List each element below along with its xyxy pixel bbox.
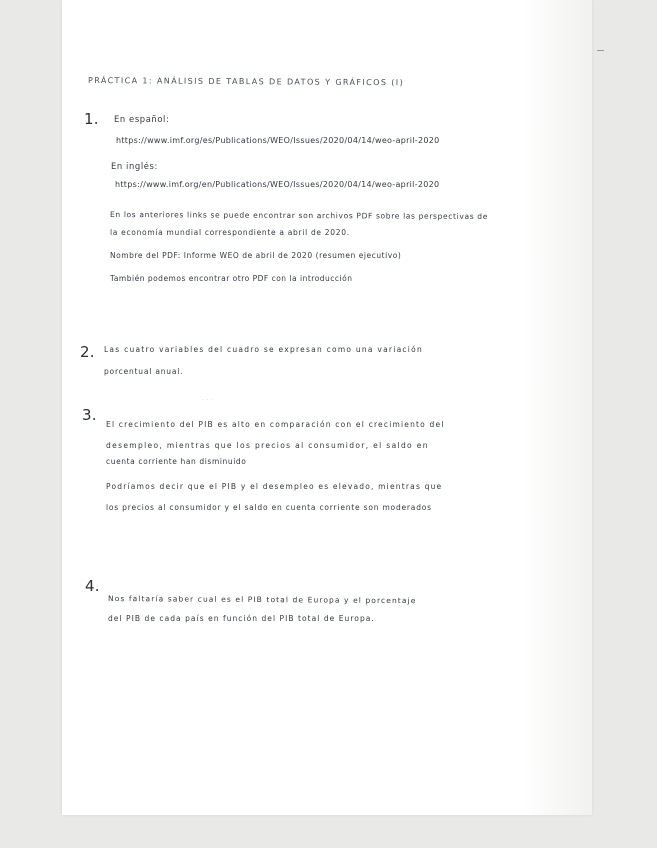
- scan-mark: [597, 50, 604, 51]
- section-3-number: 3.: [82, 406, 97, 424]
- section-2-line-2: porcentual anual.: [104, 367, 184, 376]
- section-2-number: 2.: [80, 343, 95, 361]
- section-3-line-1: El crecimiento del PIB es alto en comparación con el crecimiento del: [106, 420, 445, 429]
- section-3-line-5: los precios al consumidor y el saldo en cuenta corriente son moderados: [106, 503, 432, 512]
- section-1-heading-en: En inglés:: [111, 161, 158, 171]
- section-1-pdf-name: Nombre del PDF: Informe WEO de abril de 2020 (resumen ejecutivo): [110, 251, 402, 260]
- section-1-para-line-1: En los anteriores links se puede encontrar son archivos PDF sobre las perspectivas de: [109, 210, 489, 221]
- section-1-also: También podemos encontrar otro PDF con la introducción: [110, 274, 353, 283]
- section-1-para-line-2: la economía mundial correspondiente a abril de 2020.: [110, 228, 350, 237]
- section-1-url-es: https://www.imf.org/es/Publications/WEO/Issues/2020/04/14/weo-april-2020: [116, 136, 440, 145]
- section-1-heading-es: En español:: [114, 114, 170, 124]
- section-4-line-2: del PIB de cada país en función del PIB total de Europa.: [108, 614, 375, 623]
- section-4-line-1: Nos faltaría saber cual es el PIB total de Europa y el porcentaje: [107, 594, 417, 606]
- section-1-url-en: https://www.imf.org/en/Publications/WEO/Issues/2020/04/14/weo-april-2020: [115, 180, 440, 189]
- scanned-page: PRÁCTICA 1: ANÁLISIS DE TABLAS DE DATOS Y GRÁFICOS (I) 1. En español: https://www.imf.org/es/Publications/WEO/Issues/2020/04/14/weo-april-2020 En inglés: https://www.imf.org/en/Publications/WEO/Issues/2020/04/14/weo-april-2020 En los anteriores links se puede encontrar son archivos PDF sobre las perspectivas de la economía mundial correspondiente a abril de 2020. Nombre del PDF: Informe WEO de abril de 2020 (resumen ejecutivo) También podemos encontrar otro PDF con la introducción 2. Las cuatro variables del cuadro se expresan como una variación porcentual anual. · · · 3. El crecimiento del PIB es alto en comparación con el crecimiento del desempleo, mientras que los precios al consumidor, el saldo en cuenta corriente han disminuido Podríamos decir que el PIB y el desempleo es elevado, mientras que los precios al consumidor y el saldo en cuenta corriente son moderados 4. Nos faltaría saber cual es el PIB total de Europa y el porcentaje del PIB de cada país en función del PIB total de Europa.: [62, 0, 592, 815]
- section-3-line-2: desempleo, mientras que los precios al consumidor, el saldo en: [106, 441, 429, 450]
- section-4-number: 4.: [85, 577, 100, 595]
- section-1-number: 1.: [84, 110, 99, 128]
- section-3-line-4: Podríamos decir que el PIB y el desempleo es elevado, mientras que: [106, 482, 443, 491]
- section-2-line-1: Las cuatro variables del cuadro se expresan como una variación: [104, 345, 423, 354]
- section-3-line-3: cuenta corriente han disminuido: [106, 457, 247, 466]
- page-title: PRÁCTICA 1: ANÁLISIS DE TABLAS DE DATOS Y GRÁFICOS (I): [87, 76, 405, 88]
